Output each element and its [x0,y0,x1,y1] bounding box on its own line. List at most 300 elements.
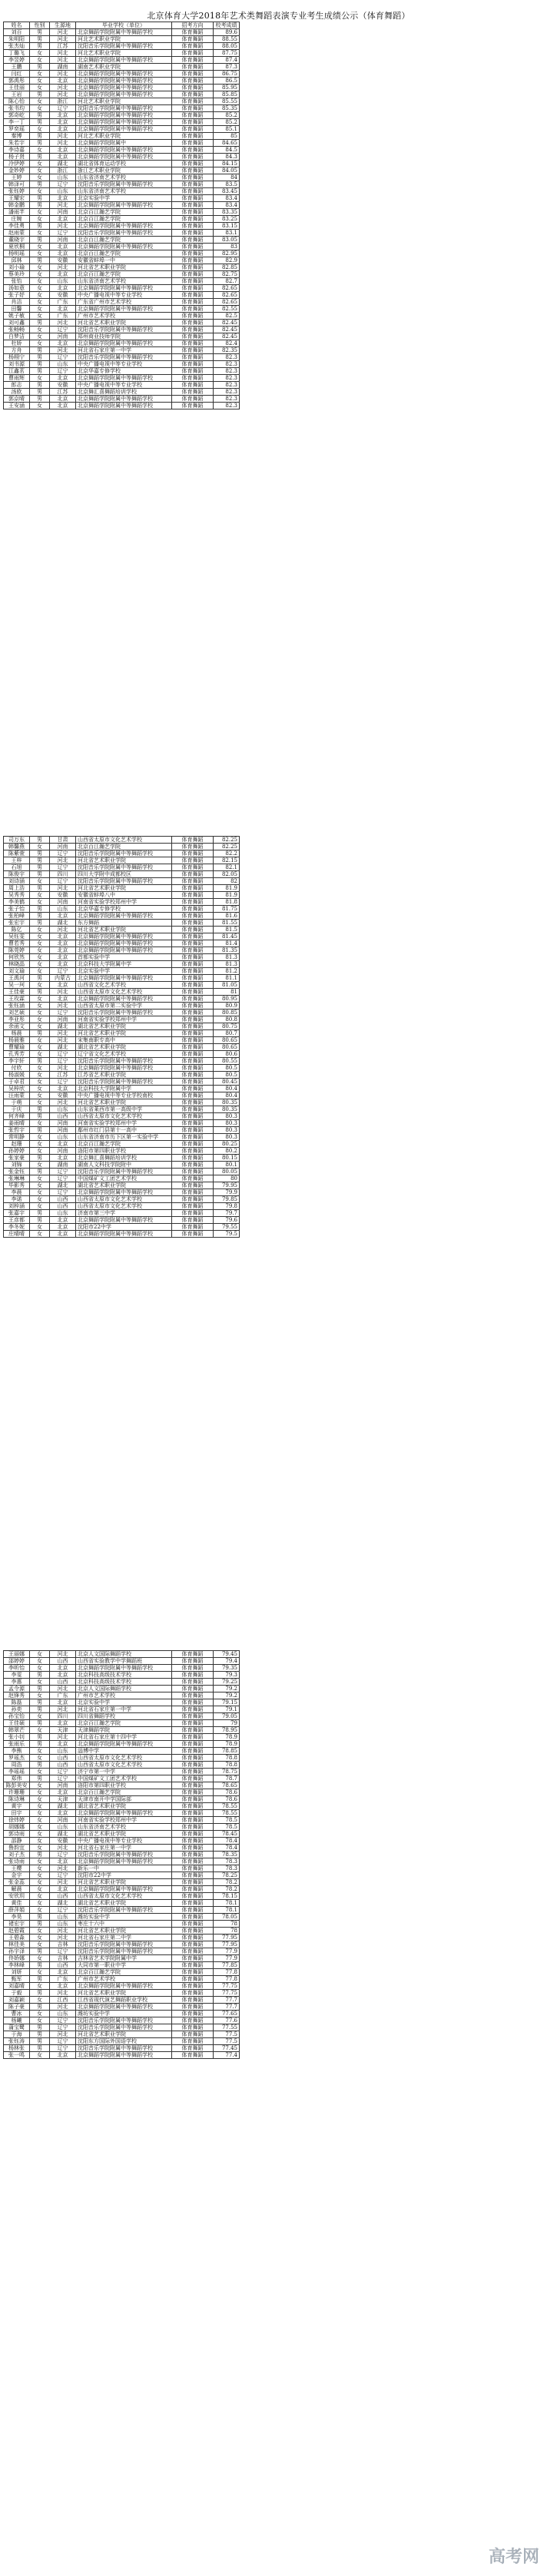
table-cell: 北京舞蹈学院附属中等舞蹈学校 [76,244,172,250]
table-cell: 体育舞蹈 [172,1113,214,1120]
table-cell: 77.75 [214,1990,240,1997]
table-cell: 北京舞蹈学院附属中等舞蹈学校 [76,396,172,403]
table-cell: 78.7 [214,1775,240,1782]
table-cell: 女 [30,216,50,223]
table-cell: 北京舞蹈学院附属中等舞蹈学校 [76,996,172,1003]
table-cell: 体育舞蹈 [172,1969,214,1976]
table-cell: 郑州商业技师学院 [76,333,172,340]
table-cell: 张宏宇 [4,920,30,927]
table-cell: 北京舞蹈学院附属中等舞蹈学校 [76,975,172,982]
table-cell: 男 [30,1962,50,1969]
table-cell: 体育舞蹈 [172,837,214,844]
table-cell: 山西 [50,1962,76,1969]
table-cell: 男 [30,1720,50,1727]
table-cell: 辽宁 [50,1872,76,1879]
table-cell: 女 [30,271,50,278]
table-cell: 中央广播电视中等专业学校南校 [76,1092,172,1099]
table-row [4,50,240,57]
table-cell: 女 [30,78,50,85]
table-cell: 北京舞蹈学院附属中等舞蹈学校 [76,223,172,230]
table-row [4,1810,240,1817]
table-cell: 80.3 [214,1113,240,1120]
table-cell: 郭京晴 [4,396,30,403]
table-cell: 孙宝怡 [4,1713,30,1720]
table-row [4,1099,240,1106]
table-cell: 女 [30,1838,50,1845]
table-row [4,1720,240,1727]
table-cell: 女 [30,1224,50,1231]
table-cell: 男 [30,140,50,147]
table-cell: 80.45 [214,1079,240,1086]
table-cell: 81.35 [214,947,240,954]
table-cell: 82.45 [214,327,240,333]
table-cell: 体育舞蹈 [172,1762,214,1769]
table-cell: 王梓 [4,857,30,864]
table-row [4,899,240,906]
table-cell: 北京舞蹈学院附属中等舞蹈学校 [76,306,172,313]
table-cell: 体育舞蹈 [172,1824,214,1831]
table-cell: 北京科技大学附属中学 [76,961,172,968]
table-row [4,1203,240,1210]
table-cell: 山东省莱西市第一高级中学 [76,1106,172,1113]
table-cell: 体育舞蹈 [172,1983,214,1990]
table-cell: 辽宁 [50,181,76,188]
table-cell: 湖南艺术职业学院 [76,64,172,71]
table-row [4,375,240,382]
table-cell: 体育舞蹈 [172,1175,214,1182]
table-cell: 体育舞蹈 [172,209,214,216]
table-cell: 河北 [50,1865,76,1872]
table-row [4,57,240,64]
table-cell: 体育舞蹈 [172,1734,214,1741]
table-cell: 男 [30,1058,50,1065]
table-row [4,1169,240,1175]
table-cell: 78.65 [214,1782,240,1789]
table-cell: 北京舞蹈学院附属中等舞蹈学校 [76,85,172,91]
table-cell: 体育舞蹈 [172,375,214,382]
table-cell: 北京舞蹈学院附属中等舞蹈学校 [76,1886,172,1893]
table-row [4,313,240,320]
table-cell: 周上浩 [4,885,30,892]
table-cell: 女 [30,878,50,885]
table-cell: 北京 [50,1672,76,1679]
table-row [4,850,240,857]
table-cell: 沈阳音乐学院附属中等舞蹈学校 [76,105,172,112]
table-row [4,147,240,154]
table-cell: 辽宁省文化艺术学校 [76,1051,172,1058]
table-cell: 体育舞蹈 [172,147,214,154]
table-cell: 沈阳音乐学院附属中等舞蹈学校 [76,230,172,237]
table-cell: 北京 [50,1217,76,1224]
table-cell: 78.95 [214,1727,240,1734]
table-row [4,1817,240,1824]
table-cell: 女 [30,1934,50,1941]
table-cell: 山西省文化艺术学校 [76,982,172,989]
table-cell: 四川大学附中成都校区 [76,871,172,878]
table-cell: 李昕怡 [4,1665,30,1672]
table-cell: 79.35 [214,1665,240,1672]
table-cell: 北京百江瀚艺学院 [76,1789,172,1796]
table-cell: 女 [30,1879,50,1886]
table-cell: 山西省太原市文化艺术学校 [76,1893,172,1900]
table-cell: 81.8 [214,899,240,906]
table-cell: 付欣 [4,1065,30,1072]
table-cell: 86.75 [214,71,240,78]
table-cell: 79.1 [214,1706,240,1713]
table-cell: 山东 [50,906,76,913]
table-cell: 77.8 [214,1969,240,1976]
table-cell: 河南省实验学校郑州中学 [76,1016,172,1023]
table-cell: 体育舞蹈 [172,1845,214,1852]
table-row [4,1106,240,1113]
table-cell: 女 [30,230,50,237]
table-cell: 体育舞蹈 [172,1789,214,1796]
table-cell: 沈阳音乐学院附属中等舞蹈学校 [76,1907,172,1914]
table-cell: 体育舞蹈 [172,382,214,389]
table-row [4,1148,240,1155]
table-cell: 女 [30,1141,50,1148]
table-cell: 85.2 [214,119,240,126]
table-cell: 河北 [50,927,76,933]
table-cell: 78.8 [214,1762,240,1769]
table-cell: 女 [30,1231,50,1238]
table-cell: 体育舞蹈 [172,927,214,933]
table-cell: 女 [30,313,50,320]
table-cell: 河北 [50,264,76,271]
table-cell: 82 [214,878,240,885]
table-cell: 体育舞蹈 [172,1106,214,1113]
table-cell: 体育舞蹈 [172,1134,214,1141]
table-cell: 王樱 [4,1865,30,1872]
table-cell: 体育舞蹈 [172,2011,214,2017]
table-cell: 83.45 [214,188,240,195]
table-cell: 河北 [50,50,76,57]
table-cell: 80.5 [214,1065,240,1072]
table-cell: 体育舞蹈 [172,1044,214,1051]
table-cell: 徐炜婷 [4,1817,30,1824]
table-cell: 大同市第一职业中学 [76,1962,172,1969]
table-cell: 河北 [50,1879,76,1886]
table-cell: 体育舞蹈 [172,1099,214,1106]
table-cell: 沈阳音乐学院附属中等舞蹈学校 [76,181,172,188]
table-cell: 沈阳东方国际外国语学校 [76,2038,172,2045]
table-cell: 刘嘉颖 [4,1997,30,2004]
table-cell: 张子妤 [4,292,30,299]
table-cell: 体育舞蹈 [172,1699,214,1706]
table-row [4,119,240,126]
table-row [4,1023,240,1030]
table-cell: 李晨 [4,1189,30,1196]
table-cell: 男 [30,202,50,209]
table-cell: 辽宁 [50,230,76,237]
table-cell: 80.25 [214,1141,240,1148]
table-cell: 体育舞蹈 [172,347,214,354]
table-cell: 女 [30,1748,50,1755]
table-cell: 89.6 [214,29,240,36]
table-row [4,1113,240,1120]
table-cell: 男 [30,920,50,927]
table-cell: 女 [30,1831,50,1838]
table-cell: 北京舞蹈学院附属中等舞蹈学校 [76,78,172,85]
table-cell: 北京 [50,933,76,940]
table-cell: 江苏 [50,389,76,396]
table-cell: 男 [30,864,50,871]
table-cell: 81.05 [214,982,240,989]
table-cell: 河北艺术职业学院 [76,36,172,43]
table-cell: 山西 [50,1679,76,1686]
table-cell: 80.55 [214,1058,240,1065]
table-cell: 王婷 [4,174,30,181]
table-cell: 82.5 [214,313,240,320]
table-cell: 广东 [50,313,76,320]
table-row [4,105,240,112]
table-cell: 湖北省艺术职业学院 [76,1900,172,1907]
table-cell: 体育舞蹈 [172,91,214,98]
table-row [4,1865,240,1872]
table-cell: 于萌 [4,1099,30,1106]
table-cell: 体育舞蹈 [172,133,214,140]
table-row [4,361,240,368]
table-row [4,181,240,188]
table-row [4,1941,240,1948]
table-row [4,1983,240,1990]
table-cell: 河北省艺术职业学院 [76,885,172,892]
table-cell: 田馨 [4,306,30,313]
table-cell: 男 [30,91,50,98]
table-cell: 安徽 [50,1838,76,1845]
table-cell: 女 [30,1789,50,1796]
table-cell: 82.75 [214,271,240,278]
table-cell: 济宁市第一中学 [76,1769,172,1775]
table-cell: 何欣然 [4,954,30,961]
table-cell: 郭诗雨 [4,1831,30,1838]
table-cell: 广东 [50,1976,76,1983]
table-cell: 河北省艺术职业学院 [76,1099,172,1106]
table-cell: 女 [30,1037,50,1044]
table-cell: 沈阳音乐学院附属中等舞蹈学校 [76,2045,172,2052]
table-cell: 体育舞蹈 [172,968,214,975]
table-cell: 79.45 [214,1651,240,1658]
table-cell: 女 [30,1803,50,1810]
table-cell: 78.45 [214,1831,240,1838]
table-cell: 女 [30,306,50,313]
table-cell: 77.6 [214,2017,240,2024]
table-cell: 辽宁 [50,1907,76,1914]
table-row [4,1997,240,2004]
table-cell: 女 [30,174,50,181]
column-header: 姓名 [4,22,30,29]
table-cell: 男 [30,1734,50,1741]
table-cell: 潘雨芊 [4,209,30,216]
table-cell: 体育舞蹈 [172,188,214,195]
table-cell: 北京舞蹈学院附属中等舞蹈学校 [76,1858,172,1865]
table-cell: 80.3 [214,1134,240,1141]
table-cell: 女 [30,1175,50,1182]
table-cell: 沈阳音乐学院附属中等舞蹈学校 [76,1079,172,1086]
table-cell: 河北 [50,347,76,354]
table-cell: 王彦都 [4,1217,30,1224]
table-cell: 张金钰 [4,1169,30,1175]
table-cell: 82.65 [214,299,240,306]
table-cell: 86.5 [214,78,240,85]
table-cell: 男 [30,2004,50,2011]
table-cell: 女 [30,71,50,78]
table-cell: 河北艺术职业学院 [76,98,172,105]
table-row [4,271,240,278]
table-cell: 82.05 [214,871,240,878]
table-cell: 北京 [50,1224,76,1231]
table-cell: 于毅 [4,1990,30,1997]
table-cell: 李瑶瑶 [4,1769,30,1775]
table-cell: 体育舞蹈 [172,1907,214,1914]
table-cell: 78.6 [214,1789,240,1796]
table-cell: 女 [30,1658,50,1665]
table-cell: 79.85 [214,1196,240,1203]
table-row [4,1196,240,1203]
table-cell: 北京 [50,2052,76,2059]
table-cell: 湖北 [50,161,76,167]
table-cell: 张琳琳 [4,1175,30,1182]
table-cell: 78.5 [214,1817,240,1824]
table-row [4,209,240,216]
table-cell: 朱明阳 [4,36,30,43]
table-cell: 女 [30,1727,50,1734]
table-cell: 北京百江瀚艺学院 [76,250,172,257]
table-cell: 女 [30,1099,50,1106]
table-cell: 北京 [50,1886,76,1893]
table-cell: 体育舞蹈 [172,1679,214,1686]
table-cell: 80.65 [214,1044,240,1051]
table-cell: 王岩 [4,91,30,98]
table-cell: 北京百江瀚艺学院 [76,271,172,278]
table-cell: 体育舞蹈 [172,1030,214,1037]
table-cell: 河北 [50,1037,76,1044]
table-row [4,43,240,50]
table-row [4,1948,240,1955]
table-cell: 李宇轩 [4,1058,30,1065]
table-cell: 体育舞蹈 [172,857,214,864]
table-cell: 河北 [50,320,76,327]
table-cell: 78.15 [214,1893,240,1900]
table-row [4,2017,240,2024]
table-cell: 辽宁 [50,1051,76,1058]
table-row [4,1051,240,1058]
table-cell: 北京舞蹈学院附属中等舞蹈学校 [76,285,172,292]
table-cell: 山西省太原市文化艺术学校 [76,1762,172,1769]
table-cell: 81.3 [214,961,240,968]
table-cell: 陈磊 [4,1699,30,1706]
table-row [4,1976,240,1983]
table-cell: 男 [30,871,50,878]
table-cell: 安徽省蚌埠一中 [76,257,172,264]
table-cell: 河北 [50,1030,76,1037]
table-cell: 男 [30,36,50,43]
table-cell: 79.7 [214,1210,240,1217]
table-row [4,1134,240,1141]
table-cell: 辽宁 [50,850,76,857]
table-cell: 白梦洁 [4,333,30,340]
table-cell: 杨明瑶 [4,250,30,257]
table-cell: 88.55 [214,36,240,43]
table-cell: 于卓君 [4,1079,30,1086]
table-row [4,396,240,403]
table-cell: 体育舞蹈 [172,1796,214,1803]
table-cell: 河北 [50,1990,76,1997]
table-row [4,2045,240,2052]
table-row [4,982,240,989]
table-cell: 80.4 [214,1086,240,1092]
table-cell: 河北 [50,1651,76,1658]
table-cell: 山西省太原市文化艺术学校 [76,1755,172,1762]
table-cell: 北京 [50,961,76,968]
table-cell: 吴一珂 [4,982,30,989]
column-header: 毕业学校（单位） [76,22,172,29]
table-cell: 张哲宇 [4,1127,30,1134]
table-row [4,1762,240,1769]
table-cell: 张雨乐 [4,1741,30,1748]
table-cell: 男 [30,1169,50,1175]
table-cell: 蔡美玲 [4,271,30,278]
table-cell: 体育舞蹈 [172,892,214,899]
table-row [4,223,240,230]
table-cell: 山西省太原市文化艺术学校 [76,1196,172,1203]
table-cell: 洛阳市第四职业学校 [76,1782,172,1789]
table-cell: 河北 [50,1928,76,1934]
table-cell: 体育舞蹈 [172,1941,214,1948]
table-row [4,1665,240,1672]
table-cell: 山东 [50,1914,76,1921]
table-cell: 湖南 [50,1162,76,1169]
table-cell: 北京 [50,306,76,313]
table-cell: 体育舞蹈 [172,313,214,320]
table-cell: 77.75 [214,1983,240,1990]
table-cell: 济南市第三中学 [76,1210,172,1217]
table-cell: 体育舞蹈 [172,947,214,954]
table-cell: 77.9 [214,1955,240,1962]
table-cell: 杨子贤 [4,154,30,161]
table-cell: 体育舞蹈 [172,1900,214,1907]
table-cell: 80.35 [214,1099,240,1106]
table-cell: 体育舞蹈 [172,1990,214,1997]
table-cell: 山东省济南艺术学校 [76,174,172,181]
table-cell: 常明静 [4,1134,30,1141]
table-cell: 体育舞蹈 [172,119,214,126]
table-cell: 北京 [50,195,76,202]
table-row [4,1775,240,1782]
table-cell: 体育舞蹈 [172,1692,214,1699]
table-row [4,1796,240,1803]
table-cell: 河北 [50,1065,76,1072]
table-cell: 沈阳音乐学院附属中等舞蹈学校 [76,1948,172,1955]
table-cell: 83.4 [214,195,240,202]
table-cell: 辽宁 [50,1769,76,1775]
table-cell: 82.3 [214,368,240,375]
table-cell: 罗奕瑶 [4,126,30,133]
table-cell: 姚子敏 [4,313,30,320]
table-cell: 辽宁 [50,1948,76,1955]
table-cell: 体育舞蹈 [172,1810,214,1817]
table-cell: 北京 [50,982,76,989]
table-cell: 80.7 [214,1030,240,1037]
table-row [4,961,240,968]
table-row [4,1748,240,1755]
table-cell: 男 [30,2045,50,2052]
table-cell: 女 [30,167,50,174]
table-cell: 80.65 [214,1037,240,1044]
table-row [4,1658,240,1665]
table-cell: 董晓宇 [4,237,30,244]
table-cell: 山西省太原市文化艺术学校 [76,837,172,844]
